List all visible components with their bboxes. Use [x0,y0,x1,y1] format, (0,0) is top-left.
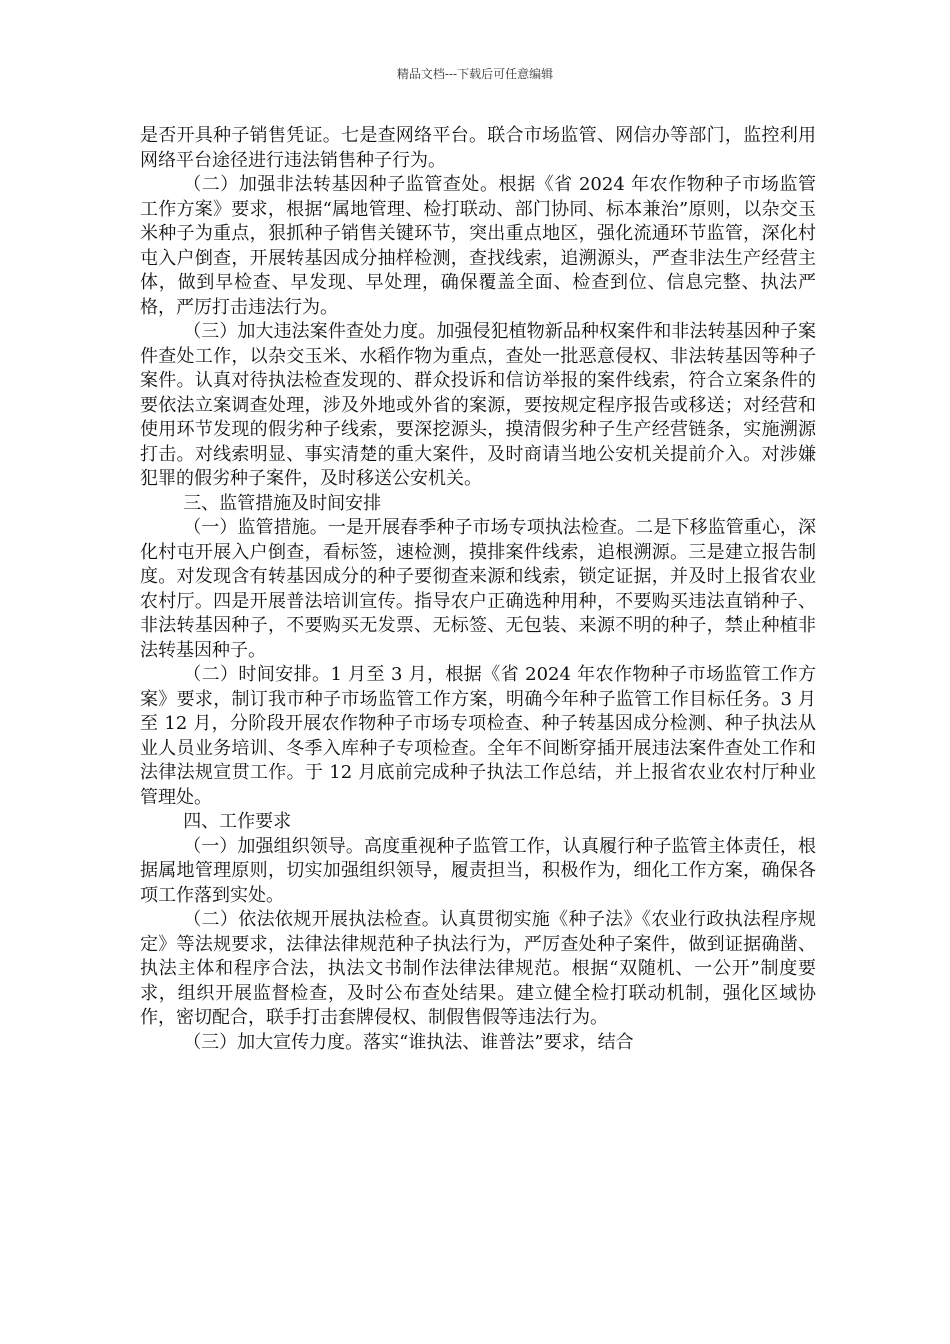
paragraph: （三）加大宣传力度。落实“谁执法、谁普法”要求，结合 [183,1031,634,1053]
paragraph: （二）时间安排。1 月至 3 月，根据《省 2024 年农作物种子市场监管工作方案》要求，制订我市种子市场监管工作方案，明确今年种子监管工作目标任务。3 月至 12 月，分阶段开展农作物种子市场专项检查、种子转基因成分检测、种子执法从业人员业务培训、冬季入库种子专项检查。全年不间断穿插开展违法案件查处工作和法律法规宣贯工作。于 12 月底前完成种子执法工作总结，并上报省农业农村厅种业管理处。 [140,664,816,808]
paragraph: （二）依法依规开展执法检查。认真贯彻实施《种子法》《农业行政执法程序规定》等法规要求，法律法律规范种子执法行为，严厉查处种子案件，做到证据确凿、执法主体和程序合法，执法文书制作法律法律规范。根据“双随机、一公开”制度要求，组织开展监督检查，及时公布查处结果。建立健全检打联动机制，强化区域协作，密切配合，联手打击套牌侵权、制假售假等违法行为。 [140,909,816,1028]
page-header: 精品文档---下载后可任意编辑 [396,67,554,81]
paragraph: （三）加大违法案件查处力度。加强侵犯植物新品种权案件和非法转基因种子案件查处工作，以杂交玉米、水稻作物为重点，查处一批恶意侵权、非法转基因等种子案件。认真对待执法检查发现的、群众投诉和信访举报的案件线索，符合立案条件的要依法立案调查处理，涉及外地或外省的案源，要按规定程序报告或移送；对经营和使用环节发现的假劣种子线索，要深挖源头，摸清假劣种子生产经营链条，实施溯源打击。对线索明显、事实清楚的重大案件，及时商请当地公安机关提前介入。对涉嫌犯罪的假劣种子案件，及时移送公安机关。 [140,321,816,489]
paragraph: （一）监管措施。一是开展春季种子市场专项执法检查。二是下移监管重心，深化村屯开展入户倒查，看标签，速检测，摸排案件线索，追根溯源。三是建立报告制度。对发现含有转基因成分的种子要彻查来源和线索，锁定证据，并及时上报省农业农村厅。四是开展普法培训宣传。指导农户正确选种用种，不要购买违法直销种子、非法转基因种子，不要购买无发票、无标签、无包装、来源不明的种子，禁止种植非法转基因种子。 [140,517,816,661]
section-heading: 三、监管措施及时间安排 [183,492,382,514]
paragraph: 是否开具种子销售凭证。七是查网络平台。联合市场监管、网信办等部门，监控利用网络平台途径进行违法销售种子行为。 [140,125,816,171]
paragraph: （二）加强非法转基因种子监管查处。根据《省 2024 年农作物种子市场监管工作方案》要求，根据“属地管理、检打联动、部门协同、标本兼治”原则，以杂交玉米种子为重点，狠抓种子销售关键环节，突出重点地区，强化流通环节监管，深化村屯入户倒查，开展转基因成分抽样检测，查找线索，追溯源头，严查非法生产经营主体，做到早检查、早发现、早处理，确保覆盖全面、检查到位、信息完整、执法严格，严厉打击违法行为。 [140,174,816,318]
section-heading: 四、工作要求 [183,811,292,832]
paragraph: （一）加强组织领导。高度重视种子监管工作，认真履行种子监管主体责任，根据属地管理原则，切实加强组织领导，履责担当，积极作为，细化工作方案，确保各项工作落到实处。 [140,835,816,906]
document-body [140,124,816,1055]
